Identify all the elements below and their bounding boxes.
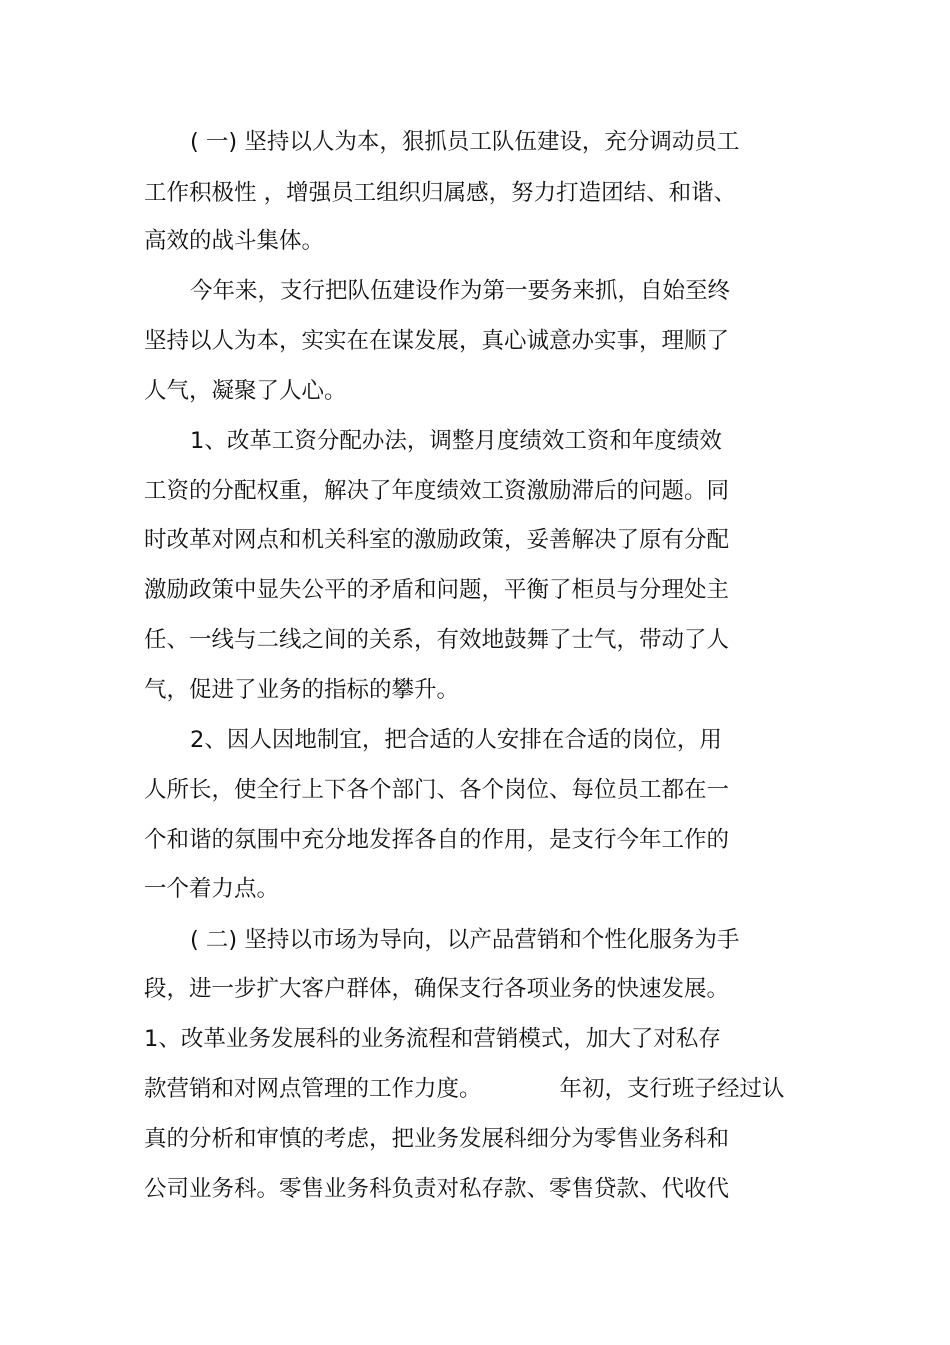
- paragraph-5-line-2: 段，进一步扩大客户群体，确保支行各项业务的快速发展。: [144, 976, 730, 1002]
- paragraph-3-line-2: 工资的分配权重，解决了年度绩效工资激励滞后的问题。同: [144, 478, 730, 504]
- paragraph-4-line-1: 2、因人因地制宜，把合适的人安排在合适的岗位，用: [190, 727, 722, 753]
- paragraph-3-line-1: 1、改革工资分配办法，调整月度绩效工资和年度绩效: [190, 428, 722, 454]
- paragraph-2-line-3: 人气，凝聚了人心。: [144, 378, 347, 404]
- paragraph-1-line-1: ( 一) 坚持以人为本，狠抓员工队伍建设，充分调动员工: [190, 129, 740, 155]
- paragraph-6-line-3: 真的分析和审慎的考虑，把业务发展科细分为零售业务科和: [144, 1126, 730, 1152]
- paragraph-6-line-2-part-1: 款营销和对网点管理的工作力度。: [144, 1076, 482, 1102]
- paragraph-2-line-1: 今年来，支行把队伍建设作为第一要务来抓，自始至终: [190, 278, 731, 304]
- paragraph-6-line-2: [144, 1074, 785, 1104]
- paragraph-6-line-2-part-2: 年初，支行班子经过认: [559, 1076, 785, 1102]
- paragraph-6-line-4: 公司业务科。零售业务科负责对私存款、零售贷款、代收代: [144, 1176, 730, 1202]
- paragraph-3-line-5: 任、一线与二线之间的关系，有效地鼓舞了士气，带动了人: [144, 627, 730, 653]
- paragraph-2-line-2: 坚持以人为本，实实在在谋发展，真心诚意办实事，理顺了: [144, 328, 730, 354]
- paragraph-3-line-4: 激励政策中显失公平的矛盾和问题，平衡了柜员与分理处主: [144, 577, 730, 603]
- paragraph-1-line-3: 高效的战斗集体。: [144, 228, 325, 254]
- paragraph-4-line-4: 一个着力点。: [144, 876, 280, 902]
- paragraph-4-line-3: 个和谐的氛围中充分地发挥各自的作用，是支行今年工作的: [144, 827, 730, 853]
- paragraph-6-line-1: 1、改革业务发展科的业务流程和营销模式，加大了对私存: [144, 1026, 721, 1052]
- paragraph-4-line-2: 人所长，使全行上下各个部门、各个岗位、每位员工都在一: [144, 777, 730, 803]
- paragraph-3-line-3: 时改革对网点和机关科室的激励政策，妥善解决了原有分配: [144, 527, 730, 553]
- paragraph-5-line-1: ( 二) 坚持以市场为导向，以产品营销和个性化服务为手: [190, 927, 740, 953]
- paragraph-1-line-2: 工作积极性 ，增强员工组织归属感，努力打造团结、和谐、: [144, 180, 737, 206]
- paragraph-3-line-6: 气，促进了业务的指标的攀升。: [144, 677, 460, 703]
